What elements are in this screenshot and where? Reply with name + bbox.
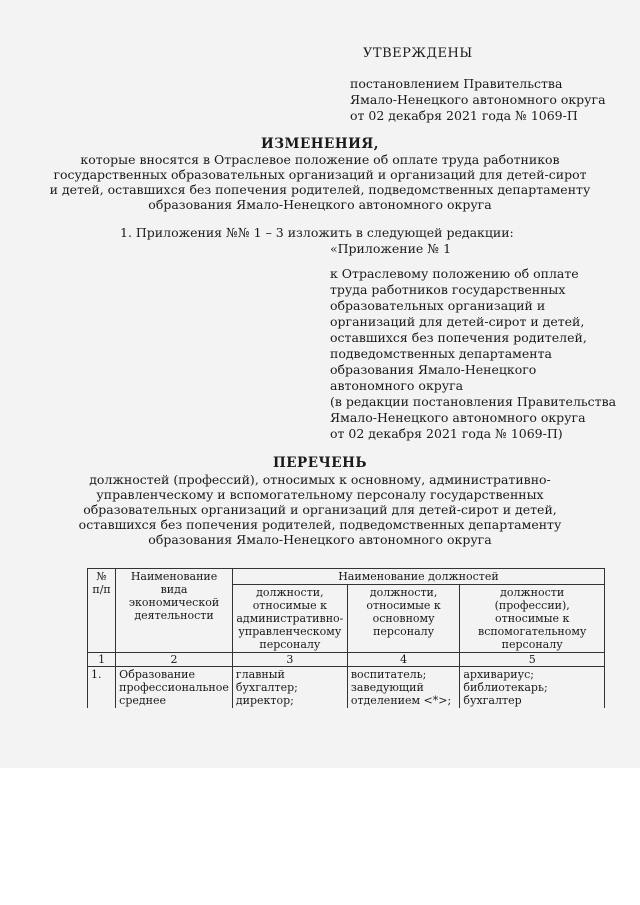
header-main: должности, относимые к основному персоналу: [347, 585, 460, 653]
list-line-3: образовательных организаций и организаций для детей-сирот и детей,: [83, 502, 557, 517]
decree-line-2: Ямало-Ненецкого автономного округа: [350, 92, 606, 107]
row-main-line: воспитатель;: [350, 668, 427, 681]
header-positions: Наименование должностей: [232, 569, 604, 585]
row-admin-line: директор;: [235, 694, 294, 707]
header-admin: должности, относимые к административно-управленческому персоналу: [232, 585, 347, 653]
row-aux-line: архивариус;: [463, 668, 534, 681]
row-main-line: заведующий: [350, 681, 424, 694]
annex-line-2: труда работников государственных: [330, 282, 566, 297]
col-number-4: 4: [347, 653, 460, 667]
approved-label: УТВЕРЖДЕНЫ: [363, 46, 473, 61]
header-activity: Наименование вида экономической деятельности: [116, 569, 233, 653]
row-activity-line: среднее: [119, 694, 167, 707]
row-aux-line: библиотекарь;: [463, 681, 548, 694]
header-aux: должности (профессии), относимые к вспомогательному персоналу: [460, 585, 605, 653]
decree-line-3: от 02 декабря 2021 года № 1069-П: [350, 108, 578, 123]
changes-title: ИЗМЕНЕНИЯ,: [261, 136, 379, 152]
row-activity-line: Образование: [119, 668, 195, 681]
header-number: № п/п: [88, 569, 116, 653]
annex-line-9: (в редакции постановления Правительства: [330, 394, 617, 409]
annex-line-4: организаций для детей-сирот и детей,: [330, 314, 585, 329]
row-main-line: отделением <*>;: [350, 694, 452, 707]
row-admin-line: главный: [235, 668, 285, 681]
changes-line-2: государственных образовательных организаций и организаций для детей-сирот: [53, 167, 587, 182]
positions-table: [87, 568, 605, 708]
col-number-2: 2: [116, 653, 233, 667]
annex-line-6: подведомственных департамента: [330, 346, 552, 361]
annex-line-11: от 02 декабря 2021 года № 1069-П): [330, 426, 563, 441]
table-row: [88, 667, 605, 709]
row-aux-line: бухгалтер: [463, 694, 522, 707]
col-number-1: 1: [88, 653, 116, 667]
list-line-2: управленческому и вспомогательному персоналу государственных: [96, 487, 544, 502]
row-main: [347, 667, 460, 709]
row-admin: [232, 667, 347, 709]
row-activity: [116, 667, 233, 709]
annex-line-1: к Отраслевому положению об оплате: [330, 266, 579, 281]
list-line-5: образования Ямало-Ненецкого автономного округа: [148, 532, 492, 547]
annex-line-10: Ямало-Ненецкого автономного округа: [330, 410, 586, 425]
col-number-3: 3: [232, 653, 347, 667]
item-1-text: 1. Приложения №№ 1 – 3 изложить в следующей редакции:: [120, 225, 514, 240]
changes-line-4: образования Ямало-Ненецкого автономного округа: [148, 197, 492, 212]
annex-line-3: образовательных организаций и: [330, 298, 546, 313]
changes-line-1: которые вносятся в Отраслевое положение об оплате труда работников: [80, 152, 560, 167]
list-line-4: оставшихся без попечения родителей, подведомственных департаменту: [78, 517, 562, 532]
annex-line-8: автономного округа: [330, 378, 464, 393]
row-aux: [460, 667, 605, 709]
list-line-1: должностей (профессий), относимых к основному, административно-: [89, 472, 551, 487]
row-admin-line: бухгалтер;: [235, 681, 298, 694]
col-number-5: 5: [460, 653, 605, 667]
annex-line-7: образования Ямало-Ненецкого: [330, 362, 537, 377]
changes-line-3: и детей, оставшихся без попечения родителей, подведомственных департаменту: [49, 182, 591, 197]
list-title: ПЕРЕЧЕНЬ: [273, 455, 367, 471]
decree-line-1: постановлением Правительства: [350, 76, 563, 91]
annex-title: «Приложение № 1: [330, 241, 452, 256]
blank-area: [0, 768, 640, 905]
row-number: 1.: [88, 667, 116, 709]
annex-line-5: оставшихся без попечения родителей,: [330, 330, 587, 345]
row-activity-line: профессиональное: [119, 681, 229, 694]
